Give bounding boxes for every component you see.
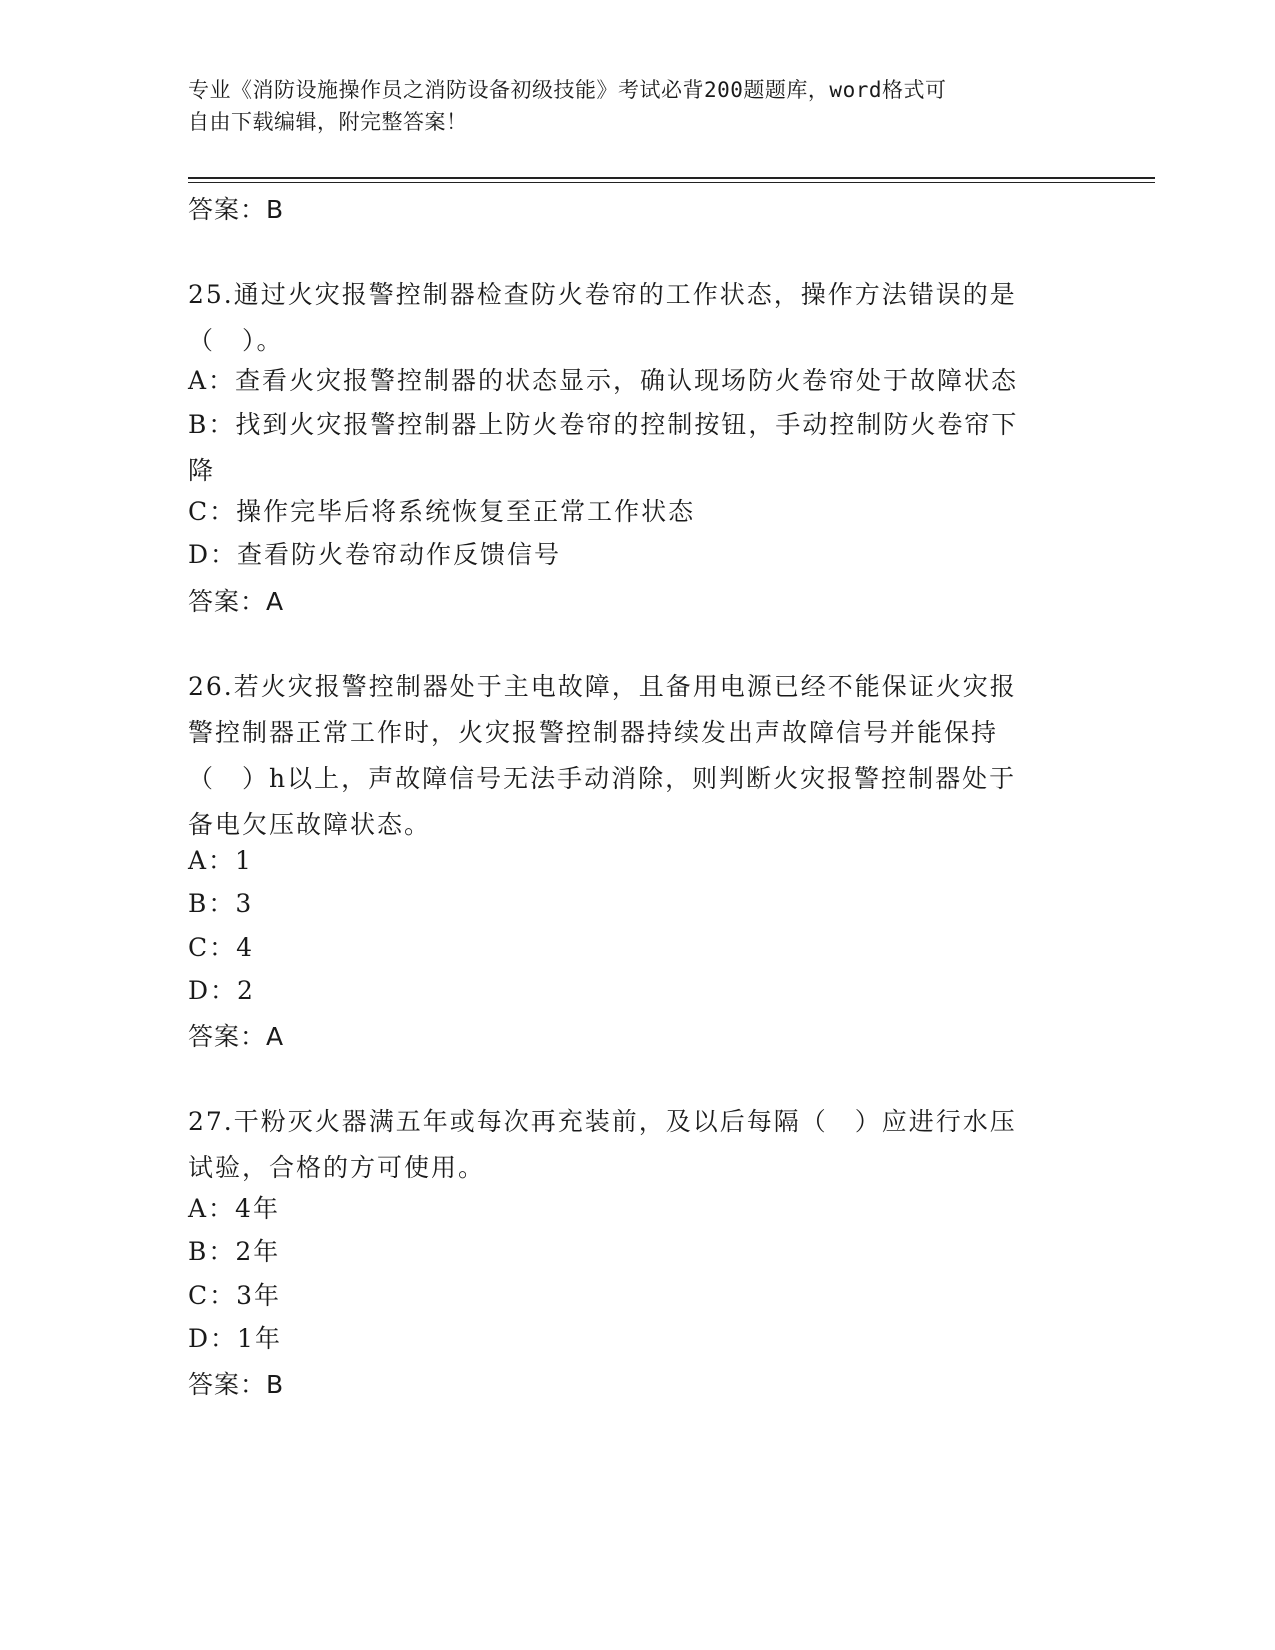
question-27-answer: 答案：B	[188, 1370, 285, 1399]
question-27-option-b	[188, 1229, 1088, 1275]
header-rule-thin	[188, 182, 1155, 183]
question-26-option-b	[188, 881, 1088, 927]
question-26-line-1: 26.若火灾报警控制器处于主电故障，且备用电源已经不能保证火灾报	[188, 672, 1017, 701]
option-text: C：操作完毕后将系统恢复至正常工作状态	[188, 497, 696, 526]
question-25-option-b	[188, 402, 1088, 494]
question-27-option-d	[188, 1316, 1088, 1362]
question-26-line-4: 备电欠压故障状态。	[188, 810, 432, 839]
option-text-continued: 降	[188, 456, 216, 485]
option-text: B：找到火灾报警控制器上防火卷帘的控制按钮，手动控制防火卷帘下	[188, 410, 1019, 439]
question-26-option-d	[188, 968, 1088, 1014]
question-25-option-c	[188, 489, 1088, 535]
question-26-line-3: （ ）h以上，声故障信号无法手动消除，则判断火灾报警控制器处于	[188, 764, 1017, 793]
option-text: D：1年	[188, 1324, 282, 1353]
question-26-line-2: 警控制器正常工作时，火灾报警控制器持续发出声故障信号并能保持	[188, 718, 999, 747]
header-line-1: 专业《消防设施操作员之消防设备初级技能》考试必背200题题库，word格式可	[188, 78, 947, 102]
option-text: C：3年	[188, 1281, 282, 1310]
question-26-option-a	[188, 838, 1088, 884]
question-26-answer: 答案：A	[188, 1022, 285, 1051]
question-27-line-2: 试验，合格的方可使用。	[188, 1153, 486, 1182]
question-25-answer: 答案：A	[188, 587, 285, 616]
question-25-option-a	[188, 358, 1088, 404]
question-25-line-2: （ ）。	[188, 326, 284, 355]
option-text: D：2	[188, 976, 255, 1005]
option-text: A：4年	[188, 1194, 280, 1223]
option-text: D：查看防火卷帘动作反馈信号	[188, 540, 562, 569]
question-26-option-c	[188, 925, 1088, 971]
question-25-option-d	[188, 532, 1088, 578]
option-text: B：2年	[188, 1237, 281, 1266]
question-27-line-1: 27.干粉灭火器满五年或每次再充装前，及以后每隔（ ）应进行水压	[188, 1107, 1017, 1136]
header-line-2: 自由下载编辑，附完整答案！	[188, 110, 468, 134]
question-27-stem	[188, 1099, 1088, 1191]
previous-answer: 答案：B	[188, 195, 285, 224]
header-rule-thick	[188, 177, 1155, 179]
option-text: A：1	[188, 846, 253, 875]
question-27-option-c	[188, 1273, 1088, 1319]
question-27-option-a	[188, 1186, 1088, 1232]
question-25-line-1: 25.通过火灾报警控制器检查防火卷帘的工作状态，操作方法错误的是	[188, 280, 1017, 309]
option-text: C：4	[188, 933, 255, 962]
option-text: A：查看火灾报警控制器的状态显示，确认现场防火卷帘处于故障状态	[188, 366, 1019, 395]
option-text: B：3	[188, 889, 254, 918]
document-header	[188, 74, 1088, 138]
question-25-stem	[188, 272, 1088, 364]
question-26-stem	[188, 664, 1088, 848]
